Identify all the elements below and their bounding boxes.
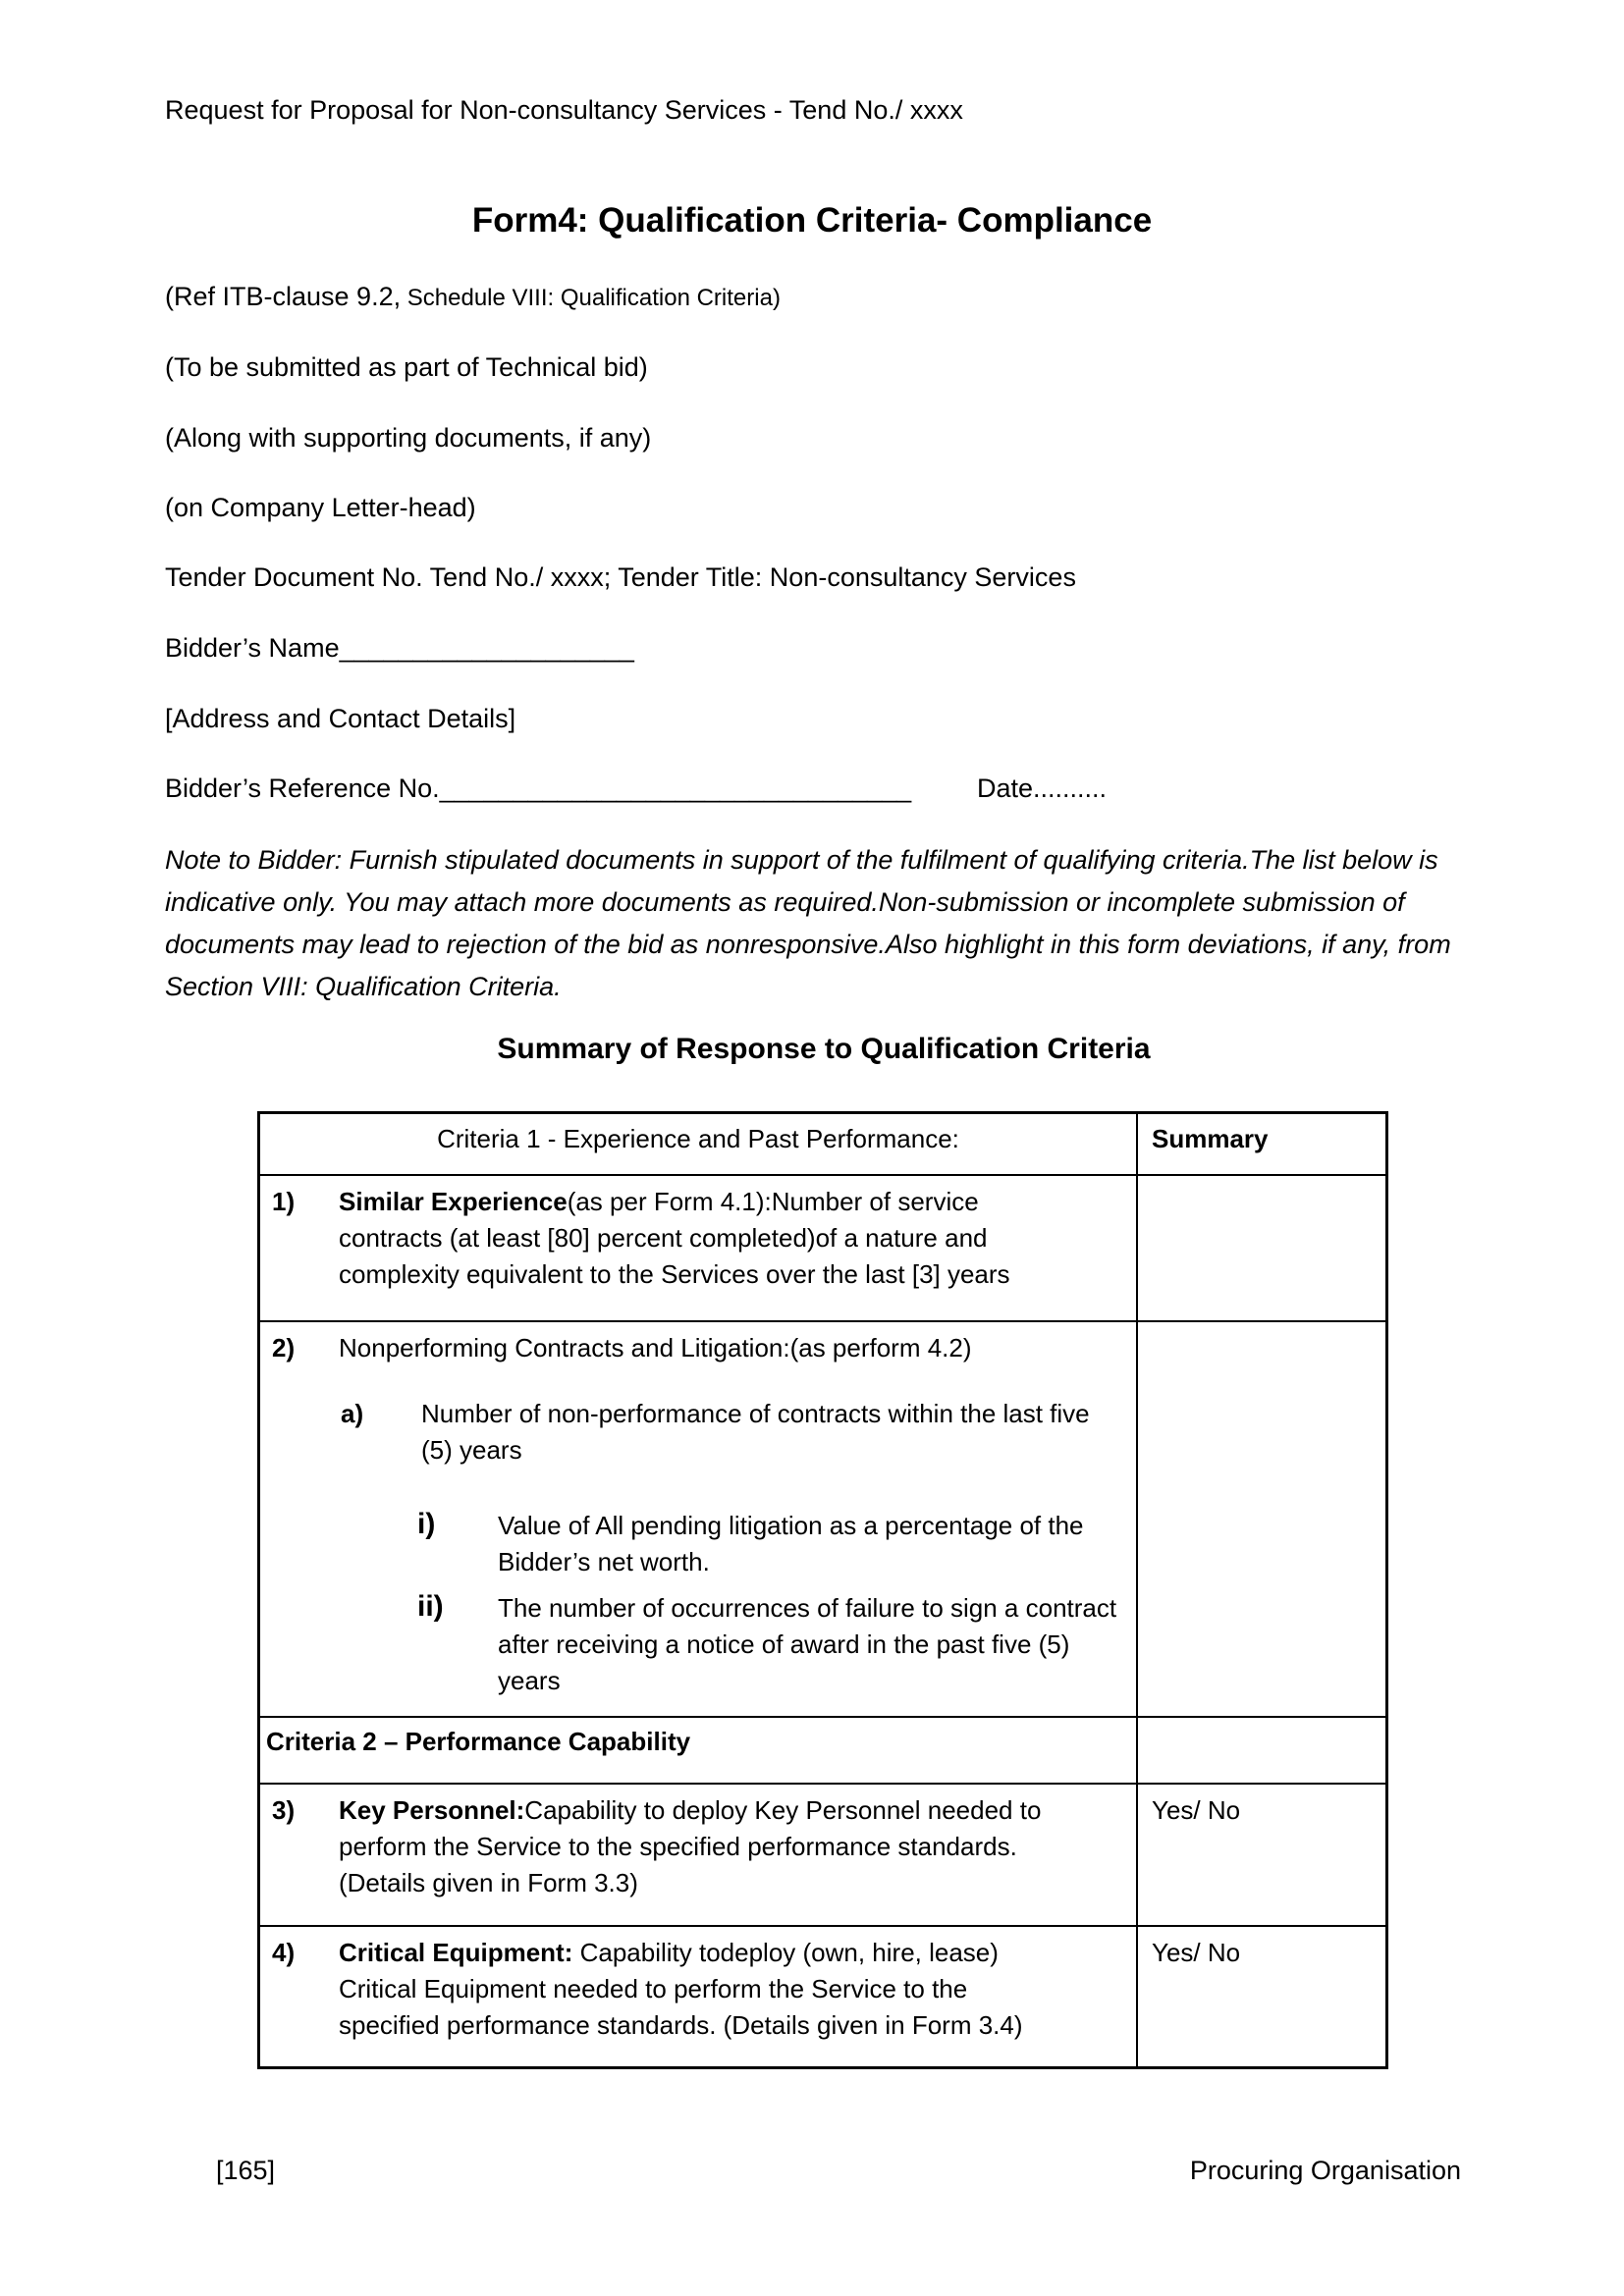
row4-item [260,1935,1136,2044]
summary-heading: Summary of Response to Qualification Criteria [497,1033,1151,1065]
row3-body: Capability to deploy Key Personnel needed to perform the Service to the specified performance standards. (Details given in Form 3.3) [339,1794,1042,1897]
table-row [259,1784,1387,1926]
row1-lead: Similar Experience [339,1186,568,1216]
row2-sub-ii [260,1590,1136,1699]
row2-sub-ii-number: ii) [417,1589,444,1623]
row4-text [339,1935,1065,2044]
reference-no-text: Bidder’s Reference No.________________________________ [165,774,912,803]
row3-lead: Key Personnel: [339,1794,525,1825]
criteria2-section-row [259,1717,1387,1784]
row2-sub-a-number: a) [341,1398,364,1428]
row1-criteria-cell [259,1175,1138,1321]
running-header: Request for Proposal for Non-consultancy Services - Tend No./ xxxx [165,95,963,125]
summary-header-cell: Summary [1137,1113,1386,1175]
reference-no-line [165,772,1483,805]
row2-summary-cell [1137,1321,1386,1717]
row1-body: (as per Form 4.1):Number of service contracts (at least [80] percent completed)of a nature and complexity equivalent to the Services over the last [3] years [339,1186,1010,1289]
row3-summary-cell: Yes/ No [1137,1784,1386,1926]
criteria2-summary-cell [1137,1717,1386,1784]
paragraph-tender-doc: Tender Document No. Tend No./ xxxx; Tender Title: Non-consultancy Services [165,562,1076,592]
note-to-bidder: Note to Bidder: Furnish stipulated documents in support of the fulfilment of qualifying criteria.The list below is indicative only. You may attach more documents as required.Non-submission or incomplete submission of documents may lead to rejection of the bid as nonresponsive.Also highlight in this form deviations, if any, from Section VIII: Qualification Criteria. [165,845,1451,1001]
table-header-row [259,1113,1387,1175]
row4-number: 4) [272,1937,296,1967]
table-row [259,1321,1387,1717]
criteria2-label-cell: Criteria 2 – Performance Capability [259,1717,1138,1784]
footer-org: Procuring Organisation [1189,2156,1461,2185]
qualification-criteria-table [257,1111,1388,2069]
ref-clause-schedule: Schedule VIII: Qualification Criteria) [401,285,781,311]
row2-criteria-cell [259,1321,1138,1717]
row3-criteria-cell [259,1784,1138,1926]
row2-sub-ii-text: The number of occurrences of failure to sign a contract after receiving a notice of award in the past five (5) years [498,1592,1117,1695]
paragraph-supporting-docs: (Along with supporting documents, if any) [165,423,652,453]
row3-text [339,1792,1065,1901]
ref-clause-main: (Ref ITB-clause 9.2, [165,282,402,311]
row4-body: Capability todeploy (own, hire, lease) Critical Equipment needed to perform the Service to the specified performance standards. (Details given in Form 3.4) [339,1937,1023,2040]
row2-text: Nonperforming Contracts and Litigation:(as perform 4.2) [339,1332,972,1362]
row3-item [260,1792,1136,1901]
form-title: Form4: Qualification Criteria- Compliance [471,201,1153,240]
row4-criteria-cell [259,1926,1138,2068]
ref-clause-line [165,282,781,312]
bidder-name-line: Bidder’s Name____________________ [165,633,634,663]
row4-summary-cell: Yes/ No [1137,1926,1386,2068]
row3-number: 3) [272,1794,296,1825]
criteria1-header-cell: Criteria 1 - Experience and Past Performance: [259,1113,1138,1175]
row1-summary-cell [1137,1175,1386,1321]
row2-sub-a-text: Number of non-performance of contracts within the last five (5) years [421,1398,1090,1465]
date-field: Date.......... [977,774,1108,803]
paragraph-technical-bid: (To be submitted as part of Technical bid) [165,352,648,382]
row2-sub-i [260,1508,1136,1580]
paragraph-letterhead: (on Company Letter-head) [165,493,476,522]
row1-text [339,1184,1065,1293]
row2-sub-a [260,1396,1136,1468]
row2-sub-i-number: i) [417,1507,436,1540]
row1-item [260,1184,1136,1293]
row2-sub-i-text: Value of All pending litigation as a percentage of the Bidder’s net worth. [498,1510,1084,1576]
page-number: [165] [216,2156,276,2185]
table-row [259,1175,1387,1321]
table-row [259,1926,1387,2068]
row2-number: 2) [272,1332,296,1362]
row2-item [260,1330,1136,1366]
row1-number: 1) [272,1186,296,1216]
row4-lead: Critical Equipment: [339,1937,573,1967]
address-line: [Address and Contact Details] [165,704,516,733]
page-footer [216,2156,1461,2186]
